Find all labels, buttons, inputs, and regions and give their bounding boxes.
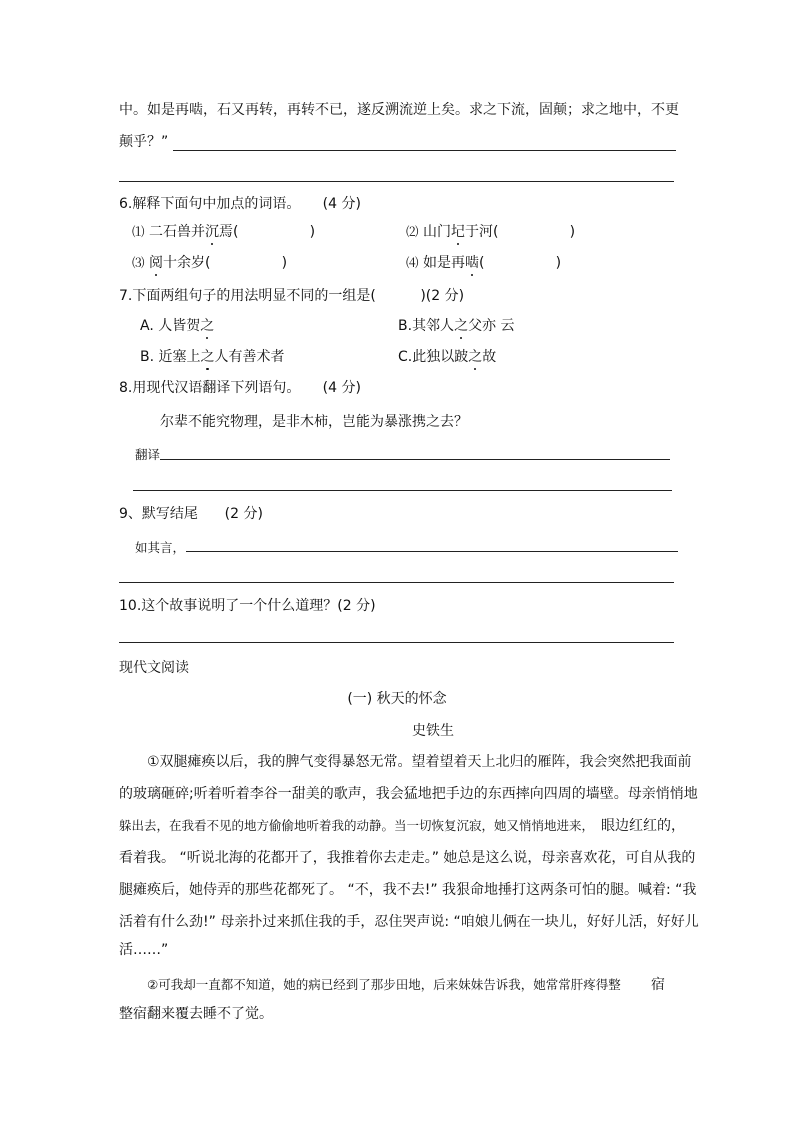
q9-prompt: 如其言，: [135, 540, 186, 555]
essay-p1-line: 活着有什么劲!” 母亲扑过来抓住我的手，忍住哭声说: “咱娘儿俩在一块儿，好好儿活，好好儿: [119, 914, 699, 930]
essay-p1-line: 眼边红红的，: [601, 818, 685, 834]
q6-item-1: ⑴ 二石兽并沉焉( ): [132, 224, 316, 240]
essay-p1-line: 活……”: [119, 942, 169, 958]
question-6-title: 6.解释下面句中加点的词语。 (4 分): [119, 196, 361, 212]
question-10-title: 10.这个故事说明了一个什么道理？(2 分): [119, 598, 376, 614]
q8-sentence: 尔辈不能究物理，是非木柿，岂能为暴涨携之去？: [160, 414, 468, 430]
essay-p1-line: 的玻璃砸碎;听着听着李谷一甜美的歌声，我会猛地把手边的东西摔向四周的墙壁。母亲悄悄地: [119, 786, 698, 802]
essay-p2-line: 整宿翻来覆去睡不了觉。: [119, 1006, 273, 1022]
essay-p2-line: 宿: [651, 977, 665, 993]
q6-item-3: ⑶ 阅十余岁( ): [132, 255, 288, 271]
essay-p1-line: 躲出去，在我看不见的地方偷偷地听着我的动静。当一切恢复沉寂，她又悄悄地进来，: [119, 818, 595, 833]
essay-p2-line: ②可我却一直都不知道，她的病已经到了那步田地，后来妹妹告诉我，她常常肝疼得整: [147, 977, 621, 992]
q6-item-4: ⑷ 如是再啮( ): [406, 255, 562, 271]
answer-line[interactable]: [119, 642, 674, 643]
answer-line[interactable]: [160, 459, 670, 460]
passage-line-2: 颠乎？”: [119, 134, 169, 150]
answer-line[interactable]: [186, 551, 678, 552]
answer-line[interactable]: [133, 490, 672, 491]
essay-author: 史铁生: [412, 723, 454, 739]
essay-p1-line: 腿瘫痪后，她侍弄的那些花都死了。 “不，我不去!” 我狠命地捶打这两条可怕的腿。喊着: “我: [119, 882, 697, 898]
answer-line[interactable]: [173, 150, 676, 151]
q6-item-2: ⑵ 山门圮于河( ): [406, 224, 576, 240]
q7-option-a: A. 人皆贺之: [140, 318, 215, 334]
q7-option-c: C.此独以跛之故: [398, 349, 497, 365]
answer-line[interactable]: [119, 582, 674, 583]
q7-option-b2: B. 近塞上之人有善术者: [140, 349, 285, 365]
q8-translate-label: 翻译: [135, 447, 161, 462]
answer-line[interactable]: [119, 181, 674, 182]
essay-p1-line: 看着我。 “听说北海的花都开了，我推着你去走走。” 她总是这么说，母亲喜欢花，可自从我的: [119, 850, 696, 866]
question-9-title: 9、默写结尾 (2 分): [119, 506, 263, 522]
question-8-title: 8.用现代汉语翻译下列语句。 (4 分): [119, 380, 361, 396]
essay-p1-line: ①双腿瘫痪以后，我的脾气变得暴怒无常。望着望着天上北归的雁阵，我会突然把我面前: [147, 754, 692, 770]
essay-subtitle: (一) 秋天的怀念: [347, 691, 447, 707]
section-heading: 现代文阅读: [119, 660, 189, 676]
question-7-title: 7.下面两组句子的用法明显不同的一组是( )(2 分): [119, 288, 465, 304]
q7-option-b1: B.其邻人之父亦 云: [398, 318, 515, 334]
passage-line-1: 中。如是再啮，石又再转，再转不已，遂反溯流逆上矣。求之下流，固颠；求之地中，不更: [119, 102, 679, 118]
